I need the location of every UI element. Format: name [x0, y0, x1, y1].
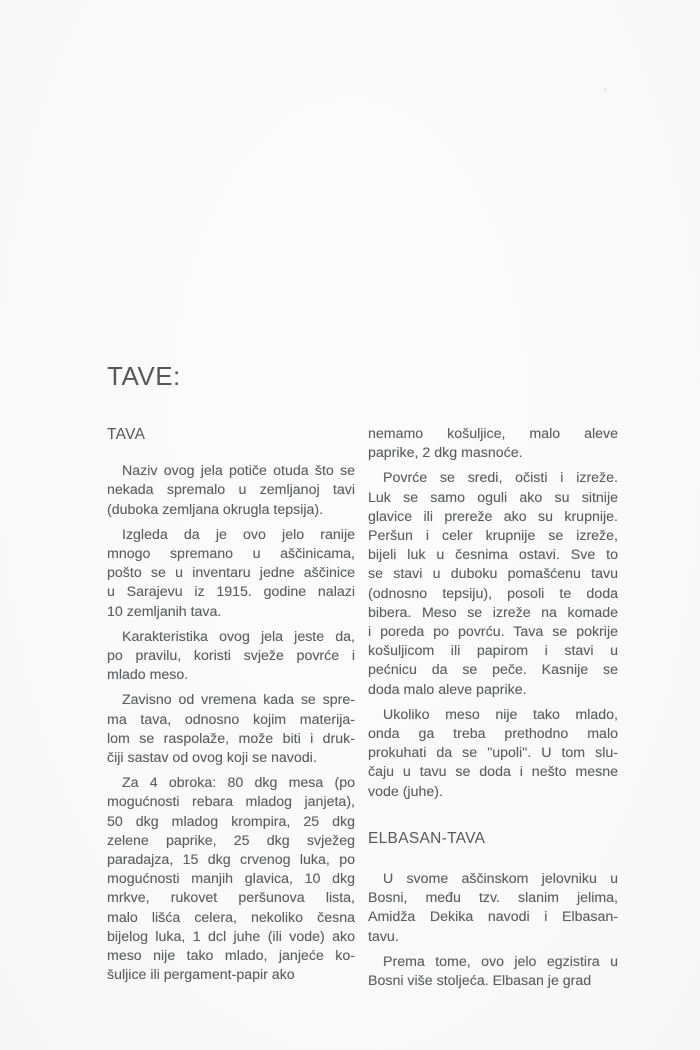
text-line: prokuhati da se "upoli". U tom slu- — [368, 745, 618, 762]
text-line: mrkve, rukovet peršunova lista, — [107, 890, 355, 907]
paragraph — [368, 425, 618, 463]
text-line: pošto se u inventaru jedne aščinice — [107, 565, 355, 582]
text-line: paprike, 2 dkg masnoće. — [368, 445, 523, 462]
paragraph — [368, 870, 618, 947]
text-line: tavu. — [368, 928, 399, 945]
text-line: Izgleda da je ovo jelo ranije — [122, 526, 355, 543]
text-line: košuljicom ili papirom i stavi u — [368, 643, 618, 660]
text-line: (duboka zemljana okrugla tepsija). — [107, 501, 324, 518]
text-line: mlado meso. — [107, 667, 189, 684]
text-line: lom se raspolaže, može biti i druk- — [107, 730, 355, 747]
text-line: 10 zemljanih tava. — [107, 603, 222, 620]
section-heading-elbasan-tava: ELBASAN-TAVA — [368, 829, 486, 847]
page-title: TAVE: — [107, 361, 181, 391]
text-line: Za 4 obroka: 80 dkg mesa (po — [122, 775, 355, 792]
text-line: i poreda po povrću. Tava se pokrije — [368, 624, 618, 641]
paragraph — [368, 469, 618, 699]
text-line: zelene paprike, 25 dkg svježeg — [107, 832, 355, 849]
text-line: ma tava, odnosno kojim materija- — [107, 711, 355, 728]
left-column — [107, 425, 355, 985]
text-line: čiji sastav od ovog koji se navodi. — [107, 750, 317, 767]
paragraph — [368, 953, 618, 991]
text-line: šuljice ili pergament-papir ako — [107, 967, 295, 984]
text-line: Ukoliko meso nije tako mlado, — [383, 706, 618, 723]
paragraph — [107, 691, 355, 768]
section-heading-tava: TAVA — [107, 426, 146, 443]
text-line: mogućnosti manjih glavica, 10 dkg — [107, 871, 355, 888]
right-column — [368, 425, 618, 991]
text-line: Bosni više stoljeća. Elbasan je grad — [368, 973, 592, 990]
text-line: doda malo aleve paprike. — [368, 681, 527, 698]
text-line: (odnosno tepsiju), posoli te doda — [368, 585, 618, 602]
scan-artifact-speck — [604, 88, 607, 91]
paragraph — [107, 526, 355, 622]
text-line: onda ga treba prethodno malo — [368, 726, 618, 743]
paragraph — [107, 774, 355, 985]
text-line: po pravilu, koristi svježe povrće i — [107, 648, 355, 665]
text-line: bijelog luka, 1 dcl juhe (ili vode) ako — [107, 928, 355, 945]
text-line: bijeli luk u česnima ostavi. Sve to — [368, 547, 618, 564]
text-line: vode (juhe). — [368, 783, 443, 800]
text-line: Bosni, među tzv. slanim jelima, — [368, 890, 618, 907]
text-line: paradajza, 15 dkg crvenog luka, po — [107, 852, 355, 869]
text-line: meso nije tako mlado, janjeće ko- — [107, 948, 355, 965]
paragraph — [368, 706, 618, 802]
text-line: Amidža Dekika navodi i Elbasan- — [368, 909, 618, 926]
text-line: Peršun i celer krupnije se izreže, — [368, 528, 618, 545]
text-line: malo lišća celera, nekoliko česna — [107, 909, 355, 926]
text-line: Prema tome, ovo jelo egzistira u — [383, 953, 618, 970]
text-line: u Sarajevu iz 1915. godine nalazi — [107, 584, 355, 601]
text-line: Zavisno od vremena kada se spre- — [122, 692, 355, 709]
text-line: Povrće se sredi, očisti i izreže. — [383, 470, 618, 487]
text-line: se stavi u duboku pomašćenu tavu — [368, 566, 618, 583]
text-line: glavice ili prereže ako su krupnije. — [368, 508, 618, 525]
text-line: mogućnosti rebara mladog janjeta), — [107, 794, 355, 811]
paragraph — [107, 628, 355, 686]
text-line: pećnicu da se peče. Kasnije se — [368, 662, 618, 679]
text-line: 50 dkg mladog krompira, 25 dkg — [107, 813, 355, 830]
text-line: Luk se samo oguli ako su sitnije — [368, 489, 618, 506]
text-line: Karakteristika ovog jela jeste da, — [122, 628, 355, 645]
text-line: Naziv ovog jela potiče otuda što se — [122, 463, 355, 480]
text-line: čaju u tavu se doda i nešto mesne — [368, 764, 618, 781]
text-line: U svome aščinskom jelovniku u — [383, 871, 618, 888]
text-line: nekada spremalo u zemljanoj tavi — [107, 482, 355, 499]
text-line: nemamo košuljice, malo aleve — [368, 426, 618, 442]
paragraph — [107, 462, 355, 520]
text-line: mnogo spremano u aščinicama, — [107, 546, 355, 563]
text-line: bibera. Meso se izreže na komade — [368, 604, 618, 621]
